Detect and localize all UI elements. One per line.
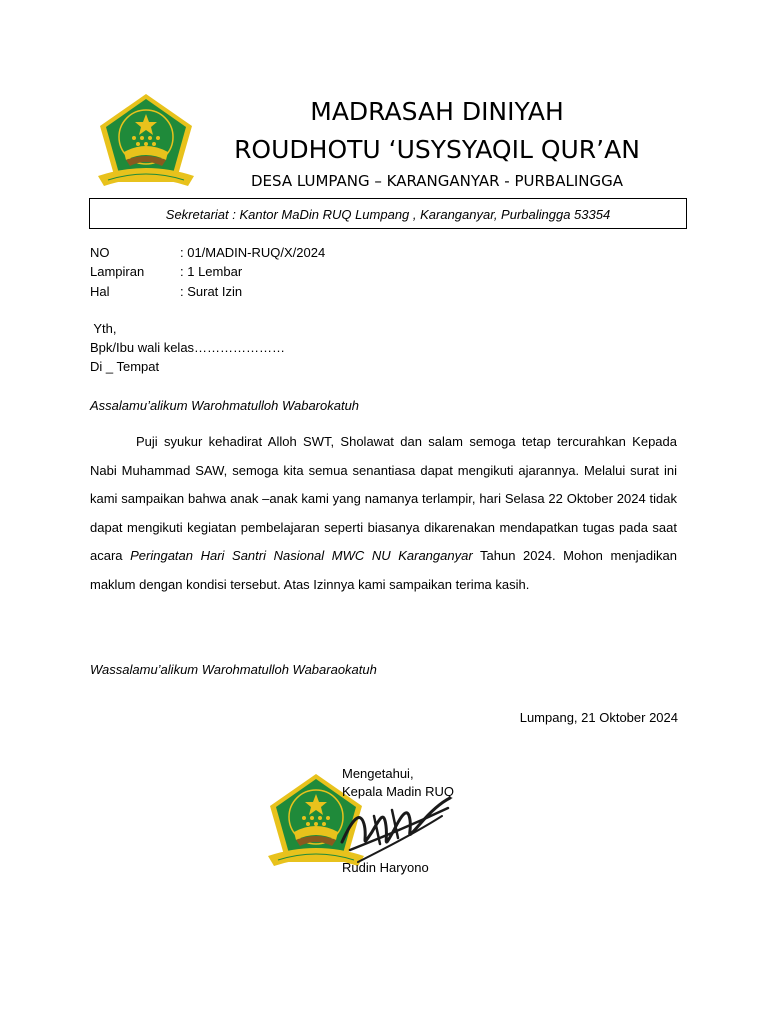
event-name: Peringatan Hari Santri Nasional MWC NU Karanganyar (130, 548, 473, 564)
meta-value: : Surat Izin (180, 284, 243, 299)
secretariat-box (89, 198, 687, 229)
school-name-line2: ROUDHOTU ‘USYSYAQIL QUR’AN (234, 135, 640, 164)
signatory-name: Rudin Haryono (342, 860, 429, 875)
body-text-part1: Puji syukur kehadirat Alloh SWT, Sholawat dan salam semoga tetap tercurahkan Kepada Nabi Muhammad SAW, semoga kita semua senantiasa dapat mengikuti ajarannya. Melalui surat ini kami sampaikan bahwa anak –anak kami yang namanya terlampir, hari Selasa 22 Oktober 2024 tidak dapat mengikuti kegiatan pembelajaran seperti biasanya dikarenakan mendapatkan tugas pada saat acara (90, 434, 677, 564)
body-text-part2: Tahun 2024. Mohon menjadikan maklum dengan kondisi tersebut. Atas Izinnya kami sampaikan terima kasih. (90, 548, 677, 592)
body-paragraph (90, 428, 677, 600)
meta-value: : 01/MADIN-RUQ/X/2024 (180, 245, 326, 260)
emblem-icon (98, 94, 194, 186)
meta-key: Hal (90, 284, 110, 299)
school-name-line1: MADRASAH DINIYAH (310, 97, 564, 126)
opening-greeting: Assalamu’alikum Warohmatulloh Wabarokatuh (90, 398, 360, 413)
secretariat-text: Sekretariat : Kantor MaDin RUQ Lumpang , Karanganyar, Purbalingga 53354 (165, 207, 611, 222)
meta-key: NO (90, 245, 110, 260)
meta-row-lampiran (90, 262, 242, 281)
signature-label-line2: Kepala Madin RUQ (342, 784, 454, 799)
school-address: DESA LUMPANG – KARANGANYAR - PURBALINGGA (251, 172, 623, 190)
recipient-line2: Bpk/Ibu wali kelas………………… (90, 340, 286, 355)
meta-value: : 1 Lembar (180, 264, 243, 279)
letter-date: Lumpang, 21 Oktober 2024 (519, 710, 678, 725)
closing-greeting: Wassalamu’alikum Warohmatulloh Wabaraokatuh (90, 662, 377, 677)
recipient-line3: Di _ Tempat (90, 359, 160, 374)
meta-row-no (90, 243, 325, 262)
meta-row-hal (90, 282, 242, 301)
handwritten-signature (330, 780, 460, 870)
recipient-line1: Yth, (90, 321, 117, 336)
signature-label-line1: Mengetahui, (342, 766, 414, 781)
meta-key: Lampiran (90, 264, 145, 279)
madrasah-logo (96, 92, 196, 188)
